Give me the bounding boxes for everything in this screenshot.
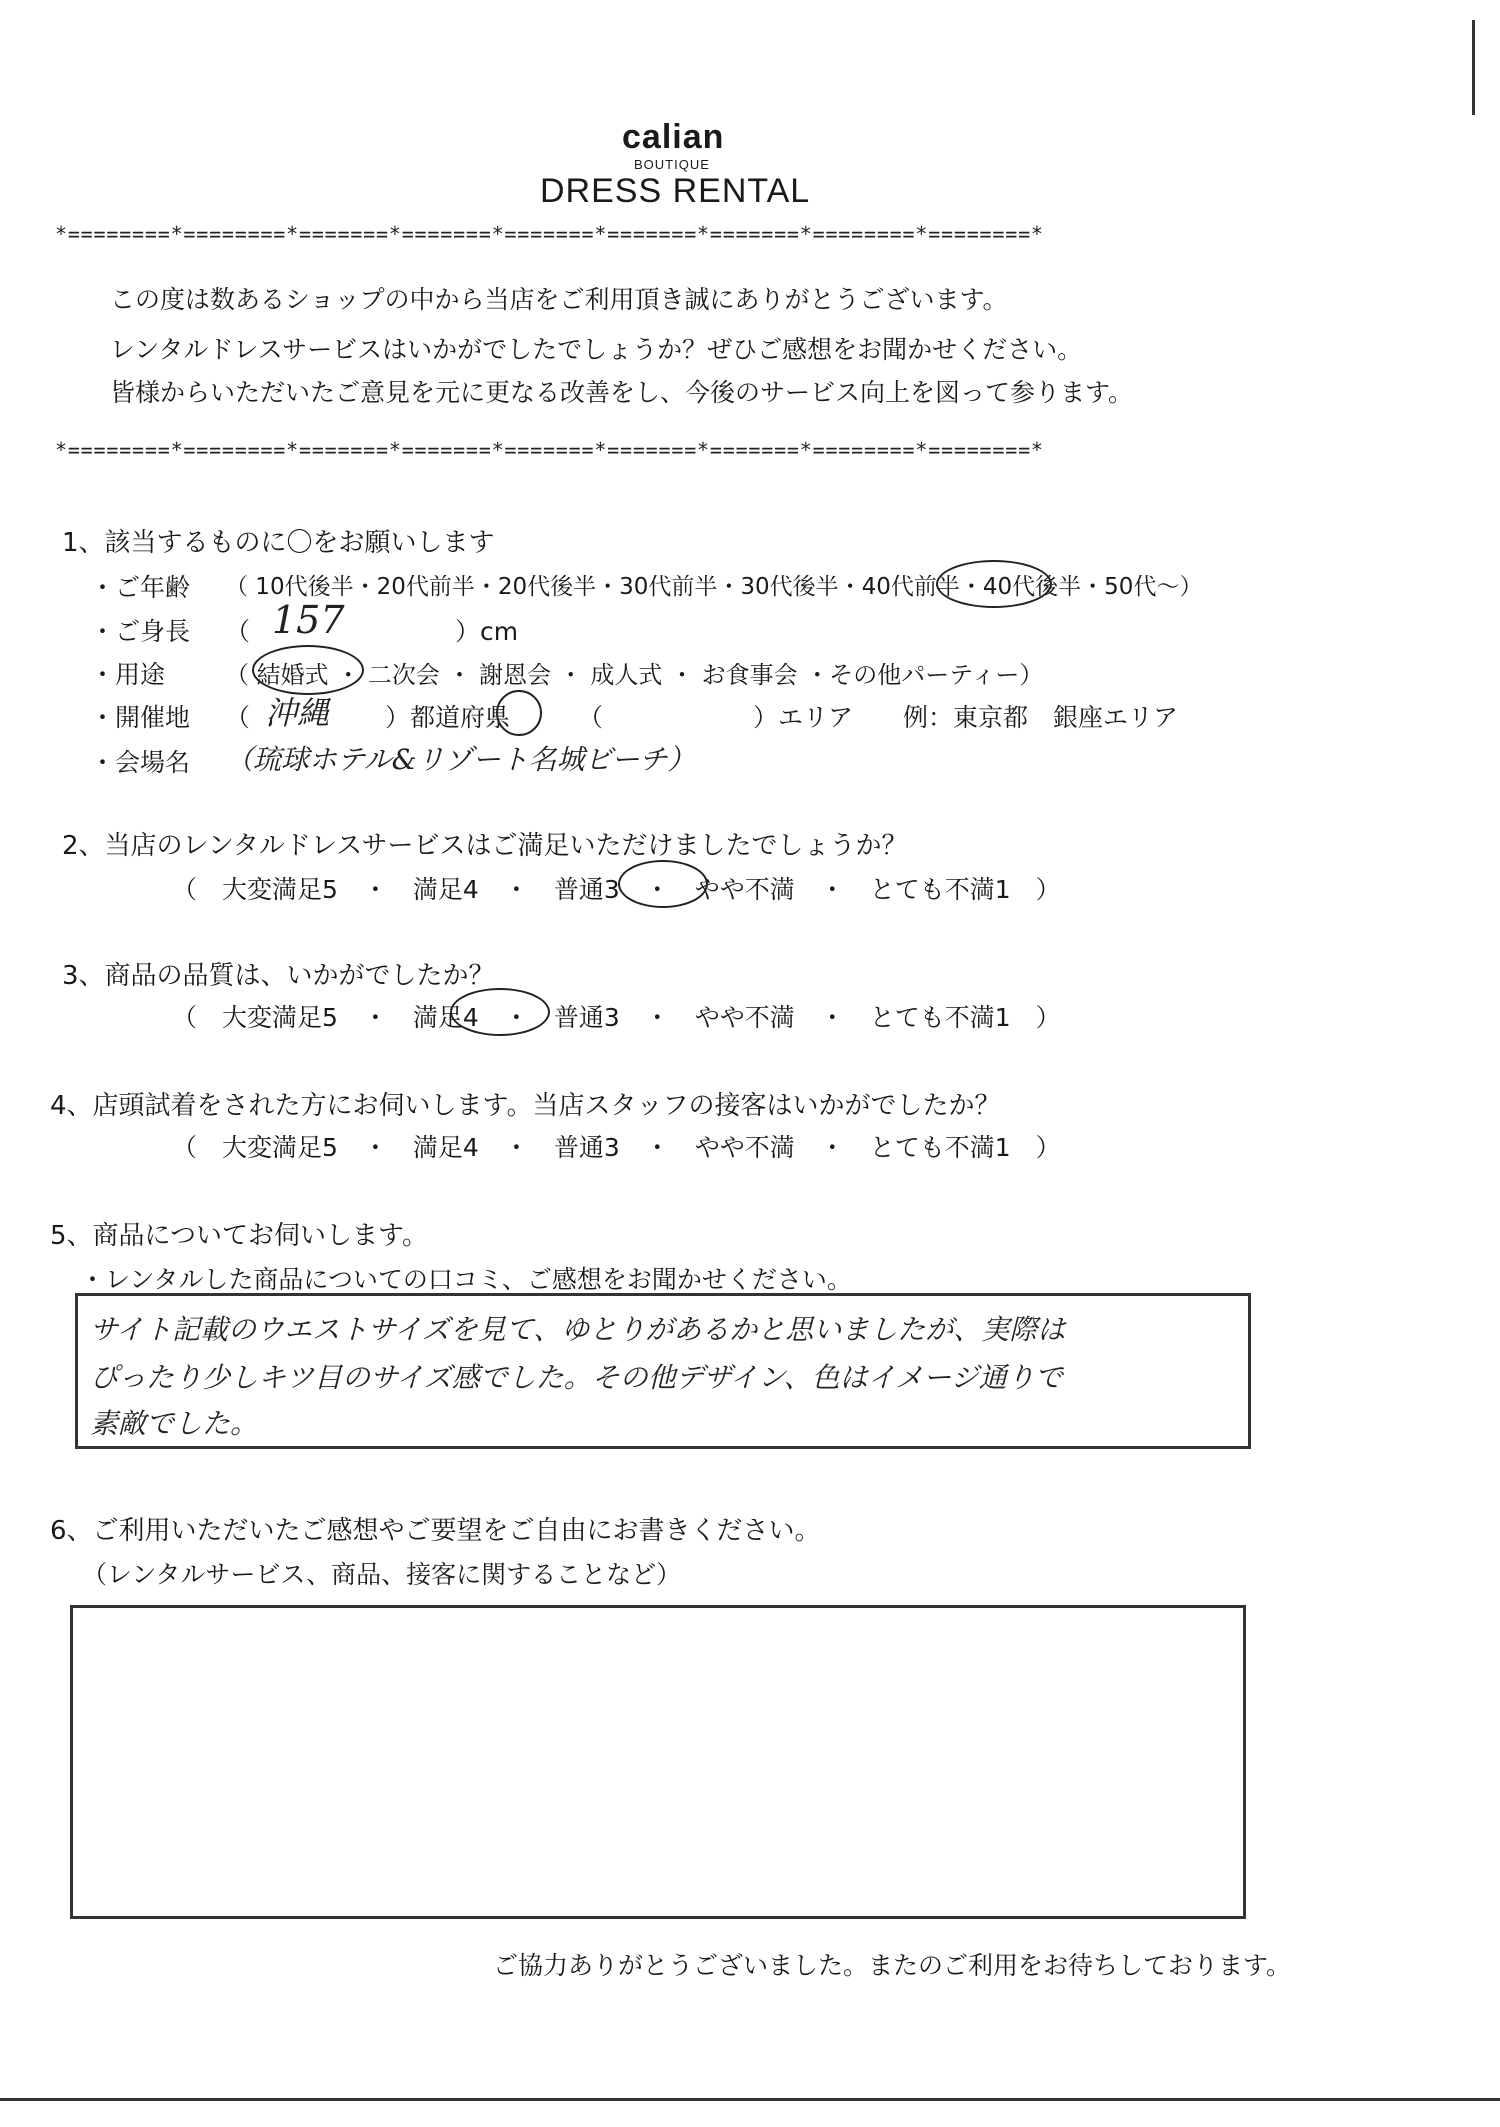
q6-subtitle: （レンタルサービス、商品、接客に関することなど） bbox=[82, 1560, 682, 1589]
q5-answer-box bbox=[75, 1293, 1251, 1449]
scan-edge-bottom bbox=[0, 2098, 1500, 2101]
q5-answer-line-2: ぴったり少しキツ目のサイズ感でした。その他デザイン、色はイメージ通りで bbox=[90, 1361, 1063, 1394]
place-label: ・開催地 bbox=[90, 703, 191, 732]
venue-value: （琉球ホテル&リゾート名城ビーチ） bbox=[225, 743, 696, 776]
scan-edge-right bbox=[1472, 20, 1475, 115]
brand-sub: BOUTIQUE bbox=[634, 157, 710, 172]
age-label: ・ご年齢 bbox=[90, 573, 191, 602]
q6-title: 6、ご利用いただいたご感想やご要望をご自由にお書きください。 bbox=[50, 1516, 821, 1546]
q1-title: 1、該当するものに〇をお願いします bbox=[62, 528, 495, 558]
q2-title: 2、当店のレンタルドレスサービスはご満足いただけましたでしょうか？ bbox=[62, 831, 908, 861]
age-options: （ 10代後半・20代前半・20代後半・30代前半・30代後半・40代前半・40代後半・50代〜） bbox=[225, 574, 1203, 600]
q2-selected-circle bbox=[618, 860, 708, 908]
prefecture-selected-circle bbox=[496, 690, 542, 736]
place-area: （ ）エリア 例：東京都 銀座エリア bbox=[578, 703, 1179, 732]
place-prefecture: ）都道府県 bbox=[385, 703, 511, 732]
service-title: DRESS RENTAL bbox=[540, 172, 811, 210]
place-open: （ bbox=[225, 703, 251, 732]
q5-answer-line-1: サイト記載のウエストサイズを見て、ゆとりがあるかと思いましたが、実際は bbox=[90, 1313, 1066, 1346]
q3-options: （ 大変満足5 ・ 満足4 ・ 普通3 ・ やや不満 ・ とても不満1 ） bbox=[172, 1003, 1061, 1032]
separator-bottom: *========*========*=======*=======*=======*=======*=======*========*========* bbox=[55, 438, 1044, 462]
purpose-options: （ 結婚式 ・ 二次会 ・ 謝恩会 ・ 成人式 ・ お食事会 ・その他パーティー） bbox=[225, 661, 1044, 689]
place-value: 沖縄 bbox=[265, 694, 330, 732]
q5-title: 5、商品についてお伺いします。 bbox=[50, 1221, 428, 1251]
height-unit: ）cm bbox=[455, 617, 519, 646]
intro-line-2: レンタルドレスサービスはいかがでしたでしょうか？ぜひご感想をお聞かせください。 bbox=[110, 335, 1083, 364]
height-value: 157 bbox=[272, 598, 345, 642]
separator-top: *========*========*=======*=======*=======*=======*=======*========*========* bbox=[55, 222, 1044, 246]
q5-answer-line-3: 素敵でした。 bbox=[90, 1407, 259, 1440]
q3-title: 3、商品の品質は、いかがでしたか？ bbox=[62, 961, 495, 991]
q6-answer-box bbox=[70, 1605, 1246, 1919]
intro-line-3: 皆様からいただいたご意見を元に更なる改善をし、今後のサービス向上を図って参ります。 bbox=[110, 378, 1134, 407]
brand-logo: calian bbox=[622, 118, 725, 156]
age-selected-circle bbox=[936, 560, 1052, 608]
q4-options: （ 大変満足5 ・ 満足4 ・ 普通3 ・ やや不満 ・ とても不満1 ） bbox=[172, 1133, 1061, 1162]
footer-thanks: ご協力ありがとうございました。またのご利用をお待ちしております。 bbox=[493, 1951, 1292, 1980]
q5-subtitle: ・レンタルした商品についての口コミ、ご感想をお聞かせください。 bbox=[80, 1265, 852, 1294]
venue-label: ・会場名 bbox=[90, 748, 191, 777]
q3-selected-circle bbox=[450, 988, 550, 1036]
purpose-label: ・用途 bbox=[90, 660, 166, 689]
q4-title: 4、店頭試着をされた方にお伺いします。当店スタッフの接客はいかがでしたか？ bbox=[50, 1091, 1001, 1121]
height-open: （ bbox=[225, 617, 251, 646]
height-label: ・ご身長 bbox=[90, 617, 191, 646]
q2-options: （ 大変満足5 ・ 満足4 ・ 普通3 ・ やや不満 ・ とても不満1 ） bbox=[172, 875, 1061, 904]
intro-line-1: この度は数あるショップの中から当店をご利用頂き誠にありがとうございます。 bbox=[110, 285, 1008, 314]
